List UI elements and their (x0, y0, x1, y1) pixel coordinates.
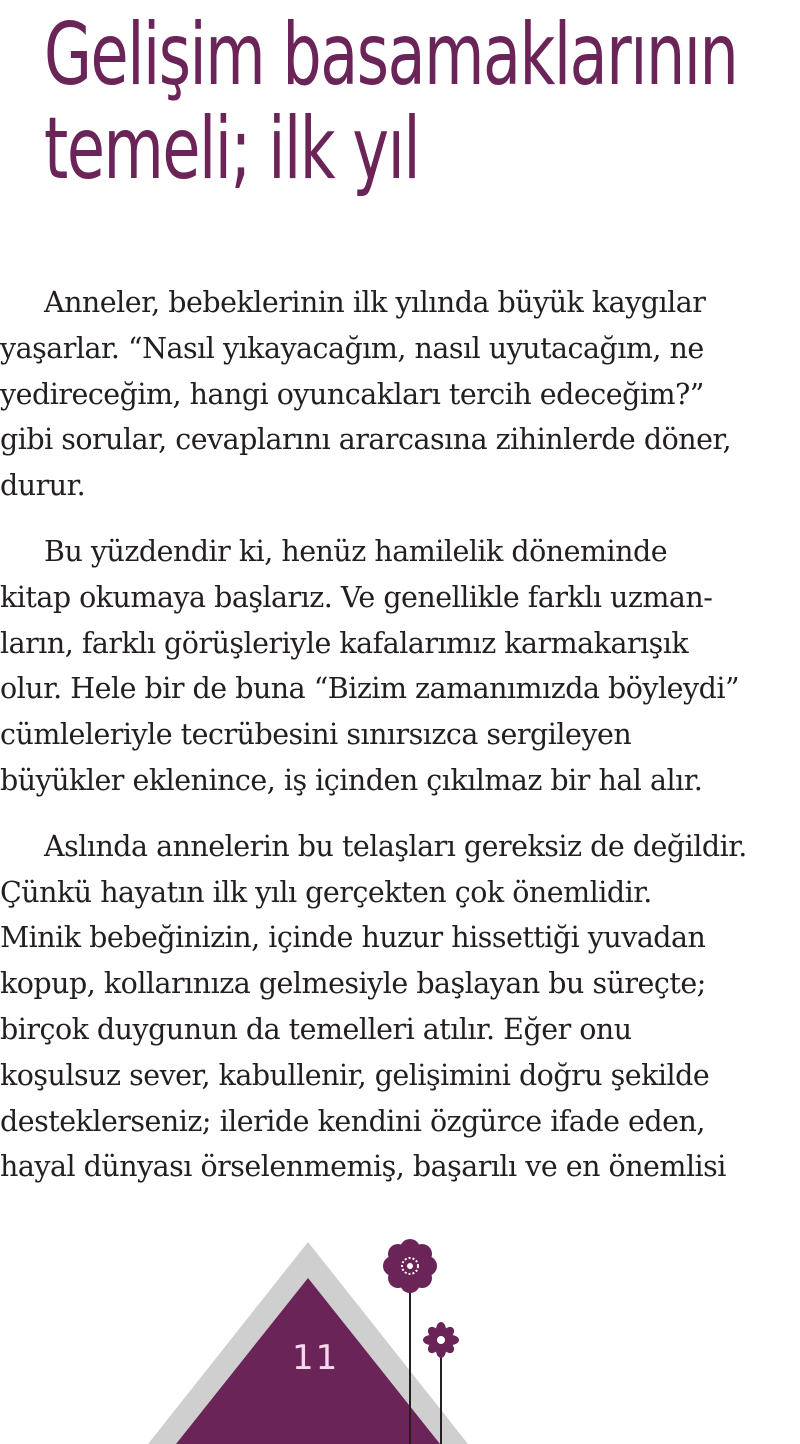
paragraph-2: Bu yüzdendir ki, henüz hamilelik döneminde kitap okumaya başlarız. Ve genellikle farklı uzman- ların, farklı görüşleriyle kafalarımız karmakarışık olur. Hele bir de buna “Bizim zamanımızda böyleydi” cümleleriyle tecrübesini sınırsızca sergileyen büyükler eklenince, iş içinden çıkılmaz bir hal alır. (0, 534, 740, 797)
page-number: 11 (292, 1338, 340, 1378)
house-flower-decoration (0, 1220, 800, 1444)
small-flower-icon (423, 1322, 459, 1358)
paragraph-3: Aslında annelerin bu telaşları gereksiz de değildir. Çünkü hayatın ilk yılı gerçekten çok önemlidir. Minik bebeğinizin, içinde huzur hissettiği yuvadan kopup, kollarınıza gelmesiyle başlayan bu süreçte; birçok duygunun da temelleri atılır. Eğer onu koşulsuz sever, kabullenir, gelişimini doğru şekilde desteklerseniz; ileride kendini özgürce ifade eden, hayal dünyası örselenmemiş, başarılı ve en önemlisi (0, 829, 747, 1184)
title-line-1: Gelişim basamaklarının (44, 5, 738, 105)
title-line-2: temeli; ilk yıl (44, 99, 420, 199)
page-title (44, 5, 738, 199)
paragraph-1: Anneler, bebeklerinin ilk yılında büyük kaygılar yaşarlar. “Nasıl yıkayacağım, nasıl uyutacağım, ne yedireceğim, hangi oyuncakları tercih edeceğim?” gibi sorular, cevaplarını ararcasına zihinlerde döner, durur. (0, 286, 732, 503)
large-flower-icon (383, 1239, 437, 1293)
body-text (0, 280, 800, 1210)
